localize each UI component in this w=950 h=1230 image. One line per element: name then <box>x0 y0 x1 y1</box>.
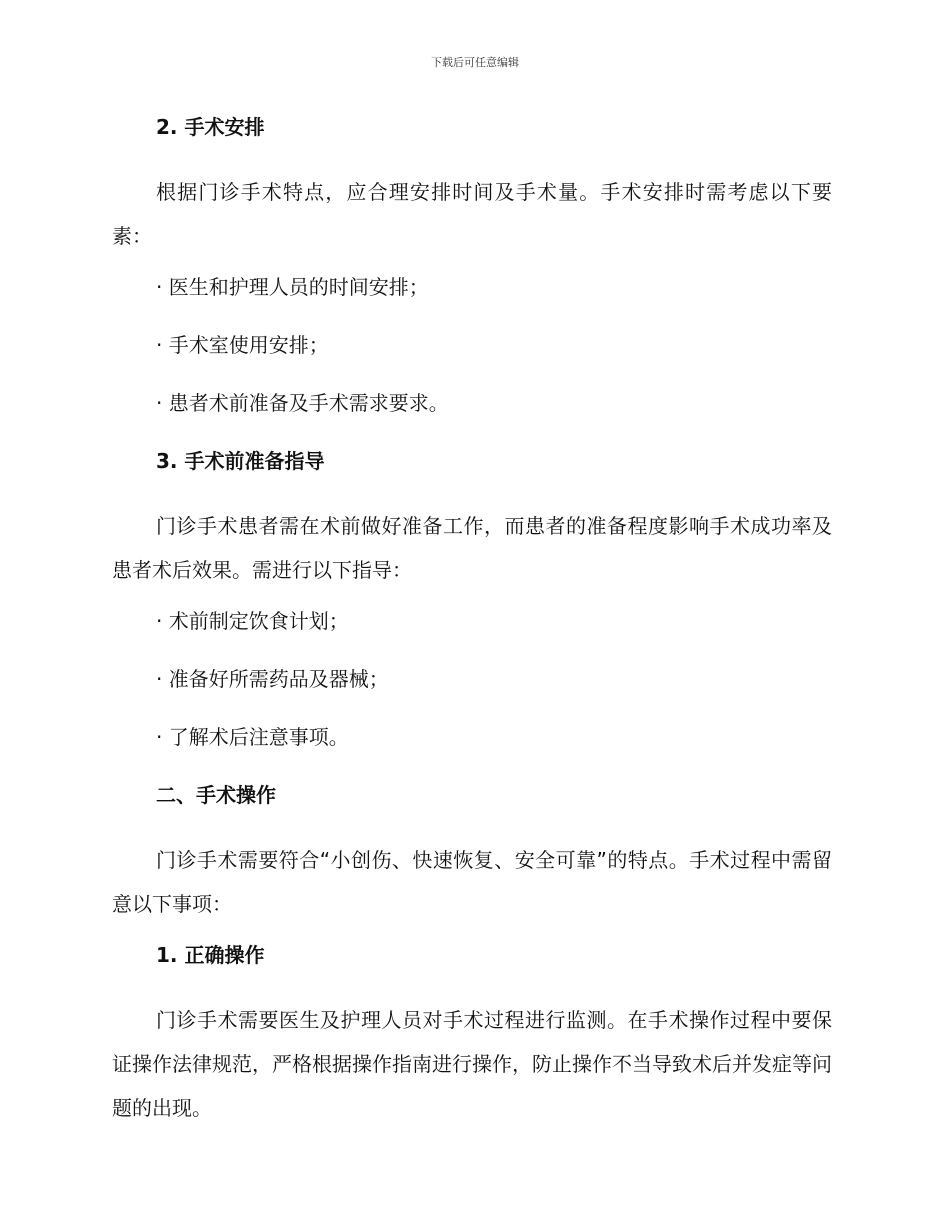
paragraph-surgery-operation: 门诊手术需要符合“小创伤、快速恢复、安全可靠”的特点。手术过程中需留意以下事项： <box>112 848 832 916</box>
bullet-patient-prep: · 患者术前准备及手术需求要求。 <box>156 391 449 415</box>
document-body <box>112 112 832 1144</box>
bullet-staff-schedule: · 医生和护理人员的时间安排； <box>156 275 429 299</box>
bullet-postop-notes: · 了解术后注意事项。 <box>156 725 349 749</box>
bullet-diet-plan: · 术前制定饮食计划； <box>156 609 349 633</box>
paragraph-surgery-scheduling: 根据门诊手术特点，应合理安排时间及手术量。手术安排时需考虑以下要素： <box>112 180 832 248</box>
paragraph-correct-operation: 门诊手术需要医生及护理人员对手术过程进行监测。在手术操作过程中要保证操作法律规范，严格根据操作指南进行操作，防止操作不当导致术后并发症等问题的出现。 <box>112 1008 832 1120</box>
heading-surgery-operation: 二、手术操作 <box>156 783 276 807</box>
heading-preop-guidance: 3. 手术前准备指导 <box>156 449 325 473</box>
page-header: 下载后可任意编辑 <box>431 56 519 69</box>
bullet-room-schedule: · 手术室使用安排； <box>156 333 329 357</box>
heading-surgery-scheduling: 2. 手术安排 <box>156 115 265 139</box>
heading-correct-operation: 1. 正确操作 <box>156 943 265 967</box>
bullet-medicine-prep: · 准备好所需药品及器械； <box>156 667 389 691</box>
paragraph-preop-guidance: 门诊手术患者需在术前做好准备工作，而患者的准备程度影响手术成功率及患者术后效果。需进行以下指导： <box>112 514 832 582</box>
